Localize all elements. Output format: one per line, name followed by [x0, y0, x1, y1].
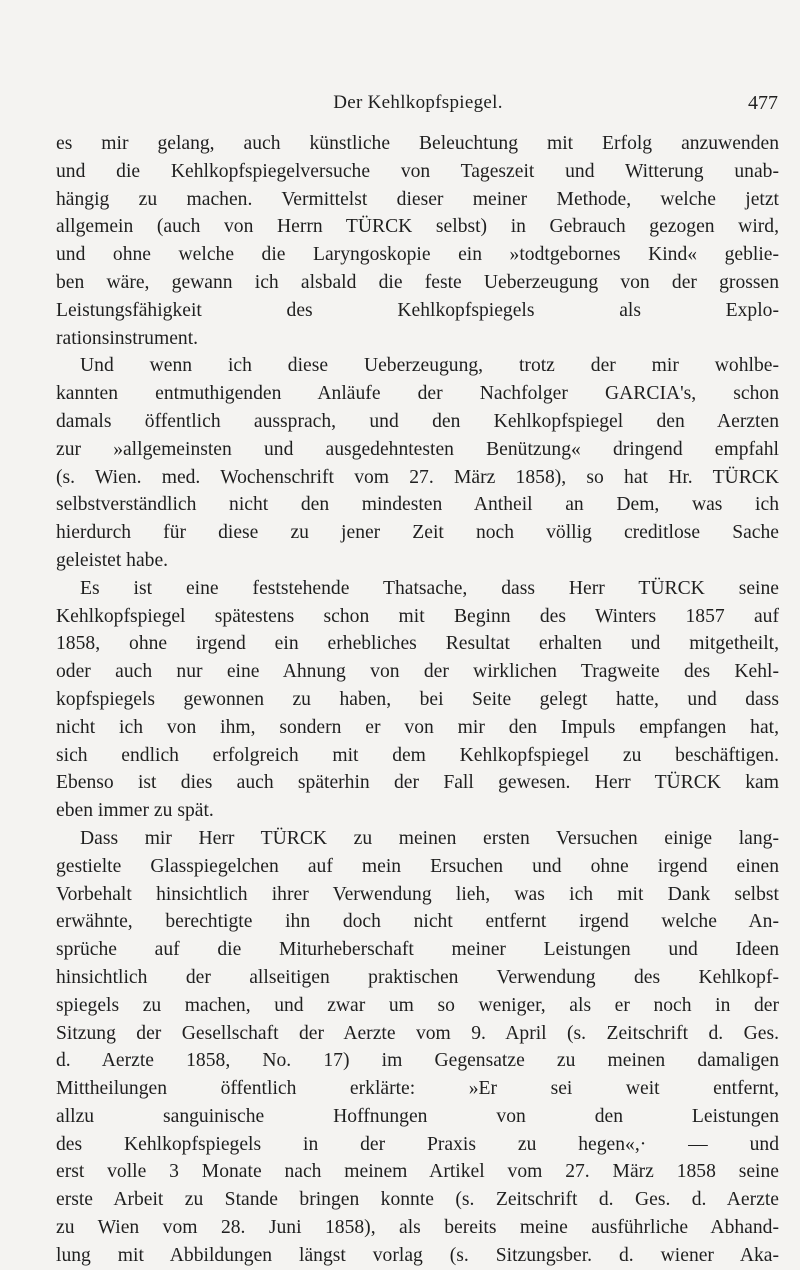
text-line: 1858, ohne irgend ein erhebliches Resultat erhalten und mitgetheilt,	[56, 633, 779, 655]
text-line: hinsichtlich der allseitigen praktischen Verwendung des Kehlkopf-	[56, 966, 779, 988]
text-line: erwähnte, berechtigte ihn doch nicht entfernt irgend welche An-	[56, 911, 779, 933]
text-line: sich endlich erfolgreich mit dem Kehlkopfspiegel zu beschäftigen.	[56, 744, 779, 766]
text-line: und ohne welche die Laryngoskopie ein »todtgebornes Kind« geblie-	[56, 244, 779, 266]
text-line: des Kehlkopfspiegels in der Praxis zu hegen«,· — und	[56, 1133, 779, 1155]
page-number: 477	[748, 92, 778, 114]
text-line: hängig zu machen. Vermittelst dieser meiner Methode, welche jetzt	[56, 188, 779, 210]
text-line: hierdurch für diese zu jener Zeit noch völlig creditlose Sache	[56, 522, 779, 544]
text-line: Ebenso ist dies auch späterhin der Fall gewesen. Herr TÜRCK kam	[56, 772, 779, 794]
text-line: Kehlkopfspiegel spätestens schon mit Beginn des Winters 1857 auf	[56, 605, 779, 627]
text-line: nicht ich von ihm, sondern er von mir den Impuls empfangen hat,	[56, 716, 779, 738]
text-line: spiegels zu machen, und zwar um so weniger, als er noch in der	[56, 994, 779, 1016]
text-line: allzu sanguinische Hoffnungen von den Leistungen	[56, 1105, 779, 1127]
text-line: allgemein (auch von Herrn TÜRCK selbst) in Gebrauch gezogen wird,	[56, 216, 779, 238]
text-line: ben wäre, gewann ich alsbald die feste Ueberzeugung von der grossen	[56, 271, 779, 293]
text-line: Mittheilungen öffentlich erklärte: »Er sei weit entfernt,	[56, 1078, 779, 1100]
text-line: rationsinstrument.	[56, 327, 199, 349]
text-line: erste Arbeit zu Stande bringen konnte (s. Zeitschrift d. Ges. d. Aerzte	[56, 1189, 779, 1211]
body-text	[56, 130, 779, 1270]
text-line: selbstverständlich nicht den mindesten Antheil an Dem, was ich	[56, 494, 779, 516]
text-line: zu Wien vom 28. Juni 1858), als bereits meine ausführliche Abhand-	[56, 1217, 779, 1239]
text-line: Es ist eine feststehende Thatsache, dass Herr TÜRCK seine	[80, 577, 779, 599]
text-line: damals öffentlich aussprach, und den Kehlkopfspiegel den Aerzten	[56, 410, 779, 432]
text-line: geleistet habe.	[56, 549, 169, 571]
text-line: zur »allgemeinsten und ausgedehntesten Benützung« dringend empfahl	[56, 438, 779, 460]
text-line: eben immer zu spät.	[56, 800, 214, 822]
text-line: Vorbehalt hinsichtlich ihrer Verwendung lieh, was ich mit Dank selbst	[56, 883, 779, 905]
running-head	[58, 92, 778, 124]
text-line: d. Aerzte 1858, No. 17) im Gegensatze zu meinen damaligen	[56, 1050, 779, 1072]
text-line: sprüche auf die Miturheberschaft meiner Leistungen und Ideen	[56, 939, 779, 961]
text-line: kopfspiegels gewonnen zu haben, bei Seite gelegt hatte, und dass	[56, 688, 779, 710]
text-line: gestielte Glasspiegelchen auf mein Ersuchen und ohne irgend einen	[56, 855, 779, 877]
text-line: lung mit Abbildungen längst vorlag (s. Sitzungsber. d. wiener Aka-	[56, 1244, 779, 1266]
text-line: (s. Wien. med. Wochenschrift vom 27. März 1858), so hat Hr. TÜRCK	[56, 466, 779, 488]
text-line: kannten entmuthigenden Anläufe der Nachfolger GARCIA's, schon	[56, 383, 779, 405]
text-line: erst volle 3 Monate nach meinem Artikel vom 27. März 1858 seine	[56, 1161, 779, 1183]
text-line: es mir gelang, auch künstliche Beleuchtung mit Erfolg anzuwenden	[56, 133, 779, 154]
text-line: Leistungsfähigkeit des Kehlkopfspiegels als Explo-	[56, 299, 779, 321]
text-line: oder auch nur eine Ahnung von der wirklichen Tragweite des Kehl-	[56, 661, 779, 683]
text-line: Dass mir Herr TÜRCK zu meinen ersten Versuchen einige lang-	[80, 827, 779, 849]
text-line: Sitzung der Gesellschaft der Aerzte vom 9. April (s. Zeitschrift d. Ges.	[56, 1022, 779, 1044]
running-head-title: Der Kehlkopfspiegel.	[333, 92, 503, 113]
text-line: und die Kehlkopfspiegelversuche von Tageszeit und Witterung unab-	[56, 160, 779, 182]
text-line: Und wenn ich diese Ueberzeugung, trotz der mir wohlbe-	[80, 355, 779, 377]
